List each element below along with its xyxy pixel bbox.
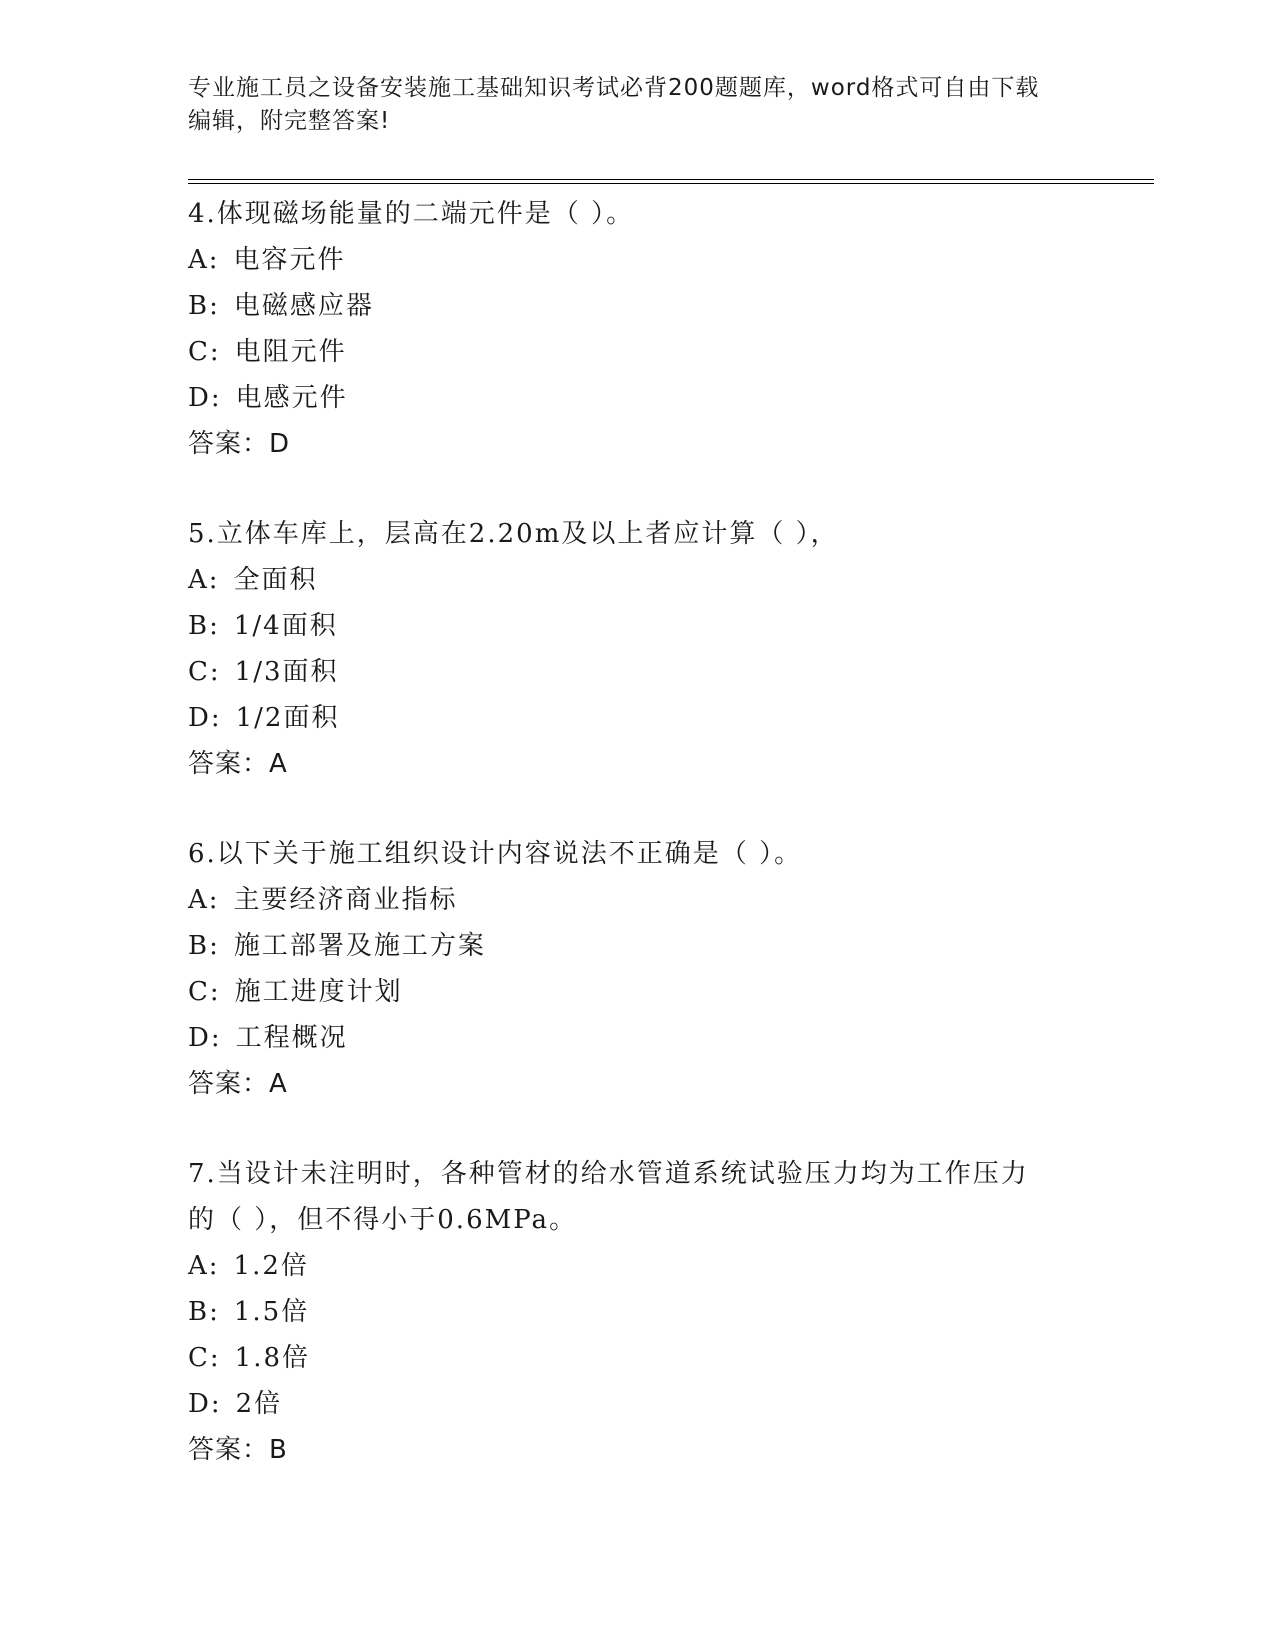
question-list xyxy=(188,191,1154,1473)
option-b xyxy=(188,923,1154,969)
option-key: A: xyxy=(188,885,220,915)
question-6 xyxy=(188,831,1154,1107)
answer-label: 答案：A xyxy=(188,1069,288,1099)
header-rule-bottom xyxy=(188,183,1154,184)
answer-label: 答案：B xyxy=(188,1435,288,1465)
question-4 xyxy=(188,191,1154,467)
option-text: 1/2面积 xyxy=(235,703,340,733)
option-c xyxy=(188,1335,1154,1381)
option-text: 1.8倍 xyxy=(234,1343,311,1373)
option-key: D: xyxy=(188,383,222,413)
option-d xyxy=(188,1015,1154,1061)
option-key: D: xyxy=(188,703,222,733)
question-stem: 6.以下关于施工组织设计内容说法不正确是（ ）。 xyxy=(188,839,803,869)
option-a xyxy=(188,237,1154,283)
option-key: A: xyxy=(188,1251,220,1281)
option-key: A: xyxy=(188,245,220,275)
question-5 xyxy=(188,511,1154,787)
option-key: B: xyxy=(188,291,220,321)
option-text: 1.2倍 xyxy=(233,1251,309,1281)
question-stem: 5.立体车库上，层高在2.20m及以上者应计算（ ）， xyxy=(188,519,839,549)
option-text: 全面积 xyxy=(233,565,318,595)
option-b xyxy=(188,603,1154,649)
option-b xyxy=(188,1289,1154,1335)
option-text: 1.5倍 xyxy=(233,1297,310,1327)
option-text: 电容元件 xyxy=(233,245,346,275)
option-key: C: xyxy=(188,337,221,367)
header-rule-top xyxy=(188,179,1154,180)
option-key: D: xyxy=(188,1023,222,1053)
header-line-2: 编辑，附完整答案! xyxy=(188,108,391,134)
question-7 xyxy=(188,1151,1154,1473)
option-key: B: xyxy=(188,611,220,641)
option-text: 主要经济商业指标 xyxy=(233,885,458,915)
option-key: D: xyxy=(188,1389,222,1419)
option-c xyxy=(188,969,1154,1015)
option-c xyxy=(188,649,1154,695)
option-d xyxy=(188,1381,1154,1427)
option-text: 施工部署及施工方案 xyxy=(233,931,486,961)
question-stem-continued: 的（ ），但不得小于0.6MPa。 xyxy=(188,1205,578,1235)
option-key: A: xyxy=(188,565,220,595)
option-key: B: xyxy=(188,931,220,961)
option-a xyxy=(188,877,1154,923)
option-text: 2倍 xyxy=(235,1389,283,1419)
answer-label: 答案：A xyxy=(188,749,288,779)
header-line-1: 专业施工员之设备安装施工基础知识考试必背200题题库，word格式可自由下载 xyxy=(188,75,1040,101)
option-text: 电阻元件 xyxy=(234,337,347,367)
option-text: 工程概况 xyxy=(235,1023,348,1053)
option-text: 电感元件 xyxy=(235,383,348,413)
option-b xyxy=(188,283,1154,329)
option-text: 1/4面积 xyxy=(233,611,338,641)
option-d xyxy=(188,375,1154,421)
option-text: 施工进度计划 xyxy=(234,977,403,1007)
document-header xyxy=(188,72,1088,138)
option-text: 电磁感应器 xyxy=(233,291,374,321)
question-stem: 4.体现磁场能量的二端元件是（ ）。 xyxy=(188,199,635,229)
option-c xyxy=(188,329,1154,375)
question-stem: 7.当设计未注明时，各种管材的给水管道系统试验压力均为工作压力 xyxy=(188,1159,1029,1189)
option-key: C: xyxy=(188,1343,221,1373)
answer-label: 答案：D xyxy=(188,429,291,459)
option-key: C: xyxy=(188,977,221,1007)
option-key: B: xyxy=(188,1297,220,1327)
option-key: C: xyxy=(188,657,221,687)
option-a xyxy=(188,1243,1154,1289)
option-d xyxy=(188,695,1154,741)
option-text: 1/3面积 xyxy=(234,657,339,687)
option-a xyxy=(188,557,1154,603)
